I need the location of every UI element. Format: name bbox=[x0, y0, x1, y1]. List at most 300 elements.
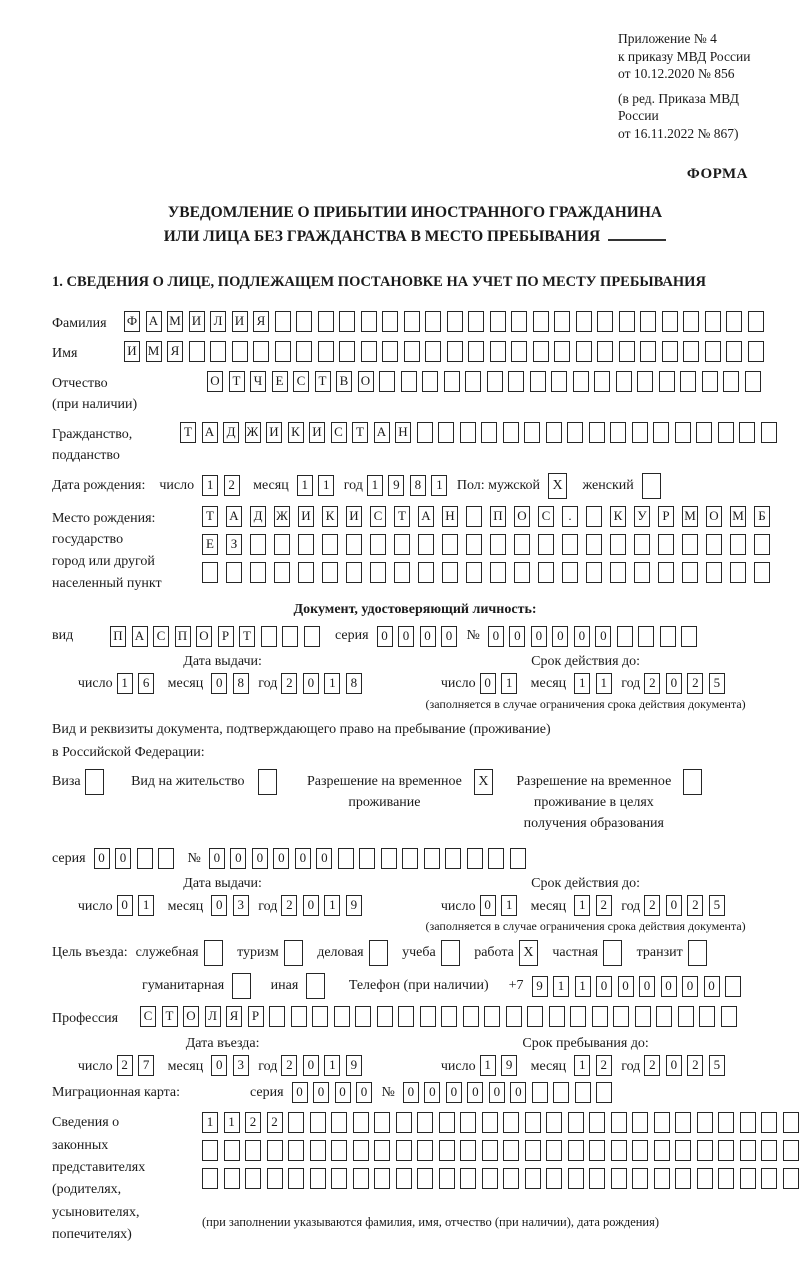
form-cell[interactable]: 0 bbox=[480, 673, 496, 694]
form-cell[interactable]: Л bbox=[210, 311, 226, 332]
form-cell[interactable] bbox=[377, 1006, 393, 1027]
form-cell[interactable] bbox=[527, 1006, 543, 1027]
form-cell[interactable] bbox=[253, 341, 269, 362]
form-cell[interactable] bbox=[589, 1168, 605, 1189]
form-cell[interactable] bbox=[381, 848, 397, 869]
form-cell[interactable] bbox=[382, 341, 398, 362]
form-cell[interactable]: 0 bbox=[403, 1082, 419, 1103]
form-cell[interactable]: И bbox=[346, 506, 362, 527]
form-cell[interactable]: Ф bbox=[124, 311, 140, 332]
form-cell[interactable]: Т bbox=[315, 371, 331, 392]
form-cell[interactable] bbox=[445, 848, 461, 869]
form-cell[interactable] bbox=[562, 534, 578, 555]
form-cell[interactable] bbox=[466, 534, 482, 555]
form-cell[interactable] bbox=[675, 1168, 691, 1189]
form-cell[interactable] bbox=[369, 940, 388, 966]
form-cell[interactable] bbox=[654, 1140, 670, 1161]
form-cell[interactable]: 1 bbox=[574, 1055, 590, 1076]
form-cell[interactable] bbox=[619, 311, 635, 332]
form-cell[interactable] bbox=[274, 562, 290, 583]
form-cell[interactable]: 5 bbox=[709, 673, 725, 694]
form-cell[interactable] bbox=[438, 422, 454, 443]
form-cell[interactable]: 0 bbox=[661, 976, 677, 997]
form-cell[interactable]: 0 bbox=[666, 1055, 682, 1076]
form-cell[interactable]: 2 bbox=[687, 673, 703, 694]
form-cell[interactable] bbox=[697, 1140, 713, 1161]
form-cell[interactable]: С bbox=[538, 506, 554, 527]
form-cell[interactable] bbox=[783, 1112, 799, 1133]
form-cell[interactable]: 0 bbox=[424, 1082, 440, 1103]
form-cell[interactable] bbox=[634, 562, 650, 583]
form-cell[interactable] bbox=[282, 626, 298, 647]
form-cell[interactable] bbox=[549, 1006, 565, 1027]
form-cell[interactable]: 1 bbox=[596, 673, 612, 694]
form-cell[interactable] bbox=[310, 1140, 326, 1161]
form-cell[interactable] bbox=[322, 534, 338, 555]
form-cell[interactable] bbox=[338, 848, 354, 869]
form-cell[interactable]: 1 bbox=[575, 976, 591, 997]
form-cell[interactable] bbox=[659, 371, 675, 392]
form-cell[interactable] bbox=[339, 341, 355, 362]
form-cell[interactable] bbox=[425, 341, 441, 362]
form-cell[interactable]: 9 bbox=[388, 475, 404, 496]
form-cell[interactable]: 0 bbox=[398, 626, 414, 647]
form-cell[interactable] bbox=[267, 1140, 283, 1161]
form-cell[interactable] bbox=[740, 1168, 756, 1189]
form-cell[interactable] bbox=[532, 1082, 548, 1103]
form-cell[interactable] bbox=[258, 769, 277, 795]
form-cell[interactable] bbox=[158, 848, 174, 869]
form-cell[interactable]: 2 bbox=[281, 895, 297, 916]
form-cell[interactable] bbox=[761, 1112, 777, 1133]
form-cell[interactable]: 0 bbox=[377, 626, 393, 647]
form-cell[interactable] bbox=[613, 1006, 629, 1027]
form-cell[interactable] bbox=[783, 1140, 799, 1161]
form-cell[interactable] bbox=[370, 562, 386, 583]
form-cell[interactable]: 8 bbox=[233, 673, 249, 694]
form-cell[interactable] bbox=[761, 1140, 777, 1161]
form-cell[interactable] bbox=[490, 562, 506, 583]
form-cell[interactable] bbox=[616, 371, 632, 392]
form-cell[interactable] bbox=[394, 562, 410, 583]
form-cell[interactable] bbox=[718, 422, 734, 443]
form-cell[interactable]: 3 bbox=[233, 895, 249, 916]
form-cell[interactable] bbox=[632, 422, 648, 443]
form-cell[interactable] bbox=[617, 626, 633, 647]
form-cell[interactable] bbox=[468, 341, 484, 362]
form-cell[interactable] bbox=[508, 371, 524, 392]
form-cell[interactable]: И bbox=[266, 422, 282, 443]
form-cell[interactable] bbox=[706, 534, 722, 555]
form-cell[interactable] bbox=[658, 534, 674, 555]
form-cell[interactable] bbox=[355, 1006, 371, 1027]
form-cell[interactable] bbox=[654, 1168, 670, 1189]
form-cell[interactable] bbox=[490, 341, 506, 362]
form-cell[interactable] bbox=[594, 371, 610, 392]
form-cell[interactable] bbox=[288, 1168, 304, 1189]
form-cell[interactable] bbox=[331, 1140, 347, 1161]
form-cell[interactable]: О bbox=[207, 371, 223, 392]
form-cell[interactable] bbox=[688, 940, 707, 966]
form-cell[interactable]: Л bbox=[205, 1006, 221, 1027]
form-cell[interactable] bbox=[538, 562, 554, 583]
form-cell[interactable] bbox=[568, 1112, 584, 1133]
form-cell[interactable] bbox=[224, 1140, 240, 1161]
form-cell[interactable]: 0 bbox=[489, 1082, 505, 1103]
form-cell[interactable]: 0 bbox=[666, 673, 682, 694]
form-cell[interactable] bbox=[567, 422, 583, 443]
form-cell[interactable] bbox=[484, 1006, 500, 1027]
form-cell[interactable]: Ж bbox=[274, 506, 290, 527]
form-cell[interactable] bbox=[754, 562, 770, 583]
form-cell[interactable]: М bbox=[730, 506, 746, 527]
form-cell[interactable] bbox=[525, 1140, 541, 1161]
form-cell[interactable]: 0 bbox=[552, 626, 568, 647]
form-cell[interactable] bbox=[530, 371, 546, 392]
form-cell[interactable]: 1 bbox=[431, 475, 447, 496]
form-cell[interactable]: 5 bbox=[709, 895, 725, 916]
form-cell[interactable]: Ж bbox=[245, 422, 261, 443]
form-cell[interactable] bbox=[702, 371, 718, 392]
form-cell[interactable] bbox=[261, 626, 277, 647]
form-cell[interactable]: А bbox=[374, 422, 390, 443]
form-cell[interactable] bbox=[250, 562, 266, 583]
form-cell[interactable]: 2 bbox=[687, 895, 703, 916]
form-cell[interactable] bbox=[640, 341, 656, 362]
form-cell[interactable] bbox=[346, 534, 362, 555]
form-cell[interactable] bbox=[739, 422, 755, 443]
form-cell[interactable]: 2 bbox=[644, 1055, 660, 1076]
form-cell[interactable] bbox=[525, 1168, 541, 1189]
form-cell[interactable] bbox=[745, 371, 761, 392]
form-cell[interactable] bbox=[740, 1140, 756, 1161]
form-cell[interactable] bbox=[382, 311, 398, 332]
form-cell[interactable]: 2 bbox=[267, 1112, 283, 1133]
form-cell[interactable] bbox=[576, 341, 592, 362]
form-cell[interactable]: 2 bbox=[245, 1112, 261, 1133]
form-cell[interactable]: X bbox=[519, 940, 538, 966]
form-cell[interactable]: С bbox=[370, 506, 386, 527]
form-cell[interactable] bbox=[394, 534, 410, 555]
form-cell[interactable] bbox=[204, 940, 223, 966]
form-cell[interactable]: 1 bbox=[367, 475, 383, 496]
form-cell[interactable]: 0 bbox=[510, 1082, 526, 1103]
form-cell[interactable] bbox=[481, 422, 497, 443]
form-cell[interactable]: 2 bbox=[644, 673, 660, 694]
form-cell[interactable]: Р bbox=[218, 626, 234, 647]
form-cell[interactable] bbox=[334, 1006, 350, 1027]
form-cell[interactable] bbox=[546, 422, 562, 443]
form-cell[interactable] bbox=[288, 1140, 304, 1161]
form-cell[interactable] bbox=[611, 1112, 627, 1133]
form-cell[interactable] bbox=[374, 1168, 390, 1189]
form-cell[interactable] bbox=[510, 848, 526, 869]
form-cell[interactable] bbox=[721, 1006, 737, 1027]
form-cell[interactable] bbox=[610, 562, 626, 583]
form-cell[interactable]: Р bbox=[658, 506, 674, 527]
form-cell[interactable]: 1 bbox=[202, 475, 218, 496]
form-cell[interactable]: И bbox=[232, 311, 248, 332]
form-cell[interactable] bbox=[546, 1168, 562, 1189]
form-cell[interactable] bbox=[346, 562, 362, 583]
form-cell[interactable]: Ч bbox=[250, 371, 266, 392]
form-cell[interactable] bbox=[418, 534, 434, 555]
form-cell[interactable] bbox=[463, 1006, 479, 1027]
form-cell[interactable]: 0 bbox=[230, 848, 246, 869]
form-cell[interactable] bbox=[740, 1112, 756, 1133]
form-cell[interactable]: 1 bbox=[297, 475, 313, 496]
form-cell[interactable] bbox=[417, 1140, 433, 1161]
form-cell[interactable] bbox=[425, 311, 441, 332]
form-cell[interactable] bbox=[447, 341, 463, 362]
form-cell[interactable] bbox=[374, 1140, 390, 1161]
form-cell[interactable]: 0 bbox=[531, 626, 547, 647]
form-cell[interactable] bbox=[441, 940, 460, 966]
form-cell[interactable]: . bbox=[562, 506, 578, 527]
form-cell[interactable]: 1 bbox=[324, 673, 340, 694]
form-cell[interactable] bbox=[298, 534, 314, 555]
form-cell[interactable]: И bbox=[124, 341, 140, 362]
form-cell[interactable] bbox=[245, 1168, 261, 1189]
form-cell[interactable]: 1 bbox=[318, 475, 334, 496]
form-cell[interactable]: Р bbox=[248, 1006, 264, 1027]
form-cell[interactable] bbox=[401, 371, 417, 392]
form-cell[interactable]: 1 bbox=[324, 1055, 340, 1076]
form-cell[interactable] bbox=[467, 848, 483, 869]
form-cell[interactable]: 0 bbox=[467, 1082, 483, 1103]
form-cell[interactable]: К bbox=[322, 506, 338, 527]
form-cell[interactable] bbox=[511, 341, 527, 362]
form-cell[interactable]: 0 bbox=[295, 848, 311, 869]
form-cell[interactable]: Т bbox=[229, 371, 245, 392]
form-cell[interactable] bbox=[783, 1168, 799, 1189]
form-cell[interactable]: Б bbox=[754, 506, 770, 527]
form-cell[interactable]: 1 bbox=[553, 976, 569, 997]
form-cell[interactable] bbox=[568, 1140, 584, 1161]
form-cell[interactable]: 0 bbox=[574, 626, 590, 647]
form-cell[interactable] bbox=[754, 534, 770, 555]
form-cell[interactable] bbox=[353, 1112, 369, 1133]
form-cell[interactable] bbox=[718, 1112, 734, 1133]
form-cell[interactable]: 0 bbox=[488, 626, 504, 647]
form-cell[interactable] bbox=[417, 422, 433, 443]
form-cell[interactable] bbox=[554, 311, 570, 332]
form-cell[interactable]: 9 bbox=[346, 1055, 362, 1076]
form-cell[interactable]: 0 bbox=[666, 895, 682, 916]
form-cell[interactable] bbox=[761, 1168, 777, 1189]
form-cell[interactable] bbox=[296, 311, 312, 332]
form-cell[interactable] bbox=[310, 1112, 326, 1133]
form-cell[interactable]: 2 bbox=[117, 1055, 133, 1076]
form-cell[interactable]: 5 bbox=[709, 1055, 725, 1076]
form-cell[interactable] bbox=[503, 1112, 519, 1133]
form-cell[interactable]: Я bbox=[253, 311, 269, 332]
form-cell[interactable]: 2 bbox=[687, 1055, 703, 1076]
form-cell[interactable] bbox=[490, 311, 506, 332]
form-cell[interactable]: 1 bbox=[202, 1112, 218, 1133]
form-cell[interactable]: Я bbox=[167, 341, 183, 362]
form-cell[interactable] bbox=[396, 1112, 412, 1133]
form-cell[interactable] bbox=[632, 1140, 648, 1161]
form-cell[interactable] bbox=[683, 769, 702, 795]
form-cell[interactable]: О bbox=[706, 506, 722, 527]
form-cell[interactable]: Т bbox=[162, 1006, 178, 1027]
form-cell[interactable] bbox=[404, 341, 420, 362]
form-cell[interactable] bbox=[524, 422, 540, 443]
form-cell[interactable] bbox=[726, 311, 742, 332]
form-cell[interactable] bbox=[269, 1006, 285, 1027]
form-cell[interactable]: 0 bbox=[509, 626, 525, 647]
form-cell[interactable] bbox=[296, 341, 312, 362]
form-cell[interactable] bbox=[562, 562, 578, 583]
form-cell[interactable]: О bbox=[514, 506, 530, 527]
form-cell[interactable] bbox=[503, 422, 519, 443]
form-cell[interactable] bbox=[675, 1140, 691, 1161]
form-cell[interactable] bbox=[202, 1140, 218, 1161]
form-cell[interactable] bbox=[232, 341, 248, 362]
form-cell[interactable]: И bbox=[309, 422, 325, 443]
form-cell[interactable]: 0 bbox=[335, 1082, 351, 1103]
form-cell[interactable] bbox=[632, 1168, 648, 1189]
form-cell[interactable] bbox=[637, 371, 653, 392]
form-cell[interactable]: М bbox=[682, 506, 698, 527]
form-cell[interactable] bbox=[589, 1140, 605, 1161]
form-cell[interactable] bbox=[611, 1168, 627, 1189]
form-cell[interactable]: Т bbox=[394, 506, 410, 527]
form-cell[interactable]: 7 bbox=[138, 1055, 154, 1076]
form-cell[interactable]: 0 bbox=[595, 626, 611, 647]
form-cell[interactable]: 8 bbox=[410, 475, 426, 496]
form-cell[interactable]: 2 bbox=[224, 475, 240, 496]
form-cell[interactable]: А bbox=[418, 506, 434, 527]
form-cell[interactable] bbox=[619, 341, 635, 362]
form-cell[interactable] bbox=[374, 1112, 390, 1133]
form-cell[interactable] bbox=[267, 1168, 283, 1189]
form-cell[interactable] bbox=[634, 534, 650, 555]
form-cell[interactable] bbox=[675, 422, 691, 443]
form-cell[interactable] bbox=[422, 371, 438, 392]
form-cell[interactable] bbox=[424, 848, 440, 869]
form-cell[interactable]: 9 bbox=[501, 1055, 517, 1076]
form-cell[interactable] bbox=[640, 311, 656, 332]
form-cell[interactable] bbox=[460, 1140, 476, 1161]
form-cell[interactable]: 0 bbox=[303, 895, 319, 916]
form-cell[interactable] bbox=[654, 1112, 670, 1133]
form-cell[interactable] bbox=[404, 311, 420, 332]
form-cell[interactable] bbox=[586, 562, 602, 583]
form-cell[interactable] bbox=[275, 311, 291, 332]
form-cell[interactable] bbox=[662, 311, 678, 332]
form-cell[interactable] bbox=[460, 422, 476, 443]
form-cell[interactable] bbox=[723, 371, 739, 392]
form-cell[interactable] bbox=[748, 311, 764, 332]
form-cell[interactable] bbox=[304, 626, 320, 647]
form-cell[interactable]: Я bbox=[226, 1006, 242, 1027]
form-cell[interactable]: 2 bbox=[644, 895, 660, 916]
form-cell[interactable]: Д bbox=[250, 506, 266, 527]
form-cell[interactable]: Т bbox=[239, 626, 255, 647]
form-cell[interactable] bbox=[359, 848, 375, 869]
form-cell[interactable]: 1 bbox=[138, 895, 154, 916]
form-cell[interactable]: Н bbox=[442, 506, 458, 527]
form-cell[interactable]: 2 bbox=[281, 673, 297, 694]
form-cell[interactable]: У bbox=[634, 506, 650, 527]
form-cell[interactable] bbox=[632, 1112, 648, 1133]
form-cell[interactable]: Е bbox=[202, 534, 218, 555]
form-cell[interactable] bbox=[586, 534, 602, 555]
form-cell[interactable] bbox=[748, 341, 764, 362]
form-cell[interactable] bbox=[506, 1006, 522, 1027]
form-cell[interactable]: С bbox=[331, 422, 347, 443]
form-cell[interactable] bbox=[503, 1168, 519, 1189]
form-cell[interactable] bbox=[699, 1006, 715, 1027]
form-cell[interactable] bbox=[680, 371, 696, 392]
form-cell[interactable]: 0 bbox=[94, 848, 110, 869]
form-cell[interactable] bbox=[482, 1112, 498, 1133]
form-cell[interactable] bbox=[610, 422, 626, 443]
form-cell[interactable]: С bbox=[153, 626, 169, 647]
form-cell[interactable]: 2 bbox=[596, 1055, 612, 1076]
form-cell[interactable] bbox=[466, 562, 482, 583]
form-cell[interactable]: 1 bbox=[501, 895, 517, 916]
form-cell[interactable] bbox=[568, 1168, 584, 1189]
form-cell[interactable]: 9 bbox=[346, 895, 362, 916]
form-cell[interactable]: М bbox=[167, 311, 183, 332]
form-cell[interactable]: И bbox=[298, 506, 314, 527]
form-cell[interactable] bbox=[444, 371, 460, 392]
form-cell[interactable] bbox=[361, 341, 377, 362]
form-cell[interactable] bbox=[546, 1112, 562, 1133]
form-cell[interactable] bbox=[284, 940, 303, 966]
form-cell[interactable] bbox=[660, 626, 676, 647]
form-cell[interactable] bbox=[603, 940, 622, 966]
form-cell[interactable]: X bbox=[474, 769, 493, 795]
form-cell[interactable] bbox=[730, 562, 746, 583]
form-cell[interactable]: 8 bbox=[346, 673, 362, 694]
form-cell[interactable] bbox=[696, 422, 712, 443]
form-cell[interactable] bbox=[465, 371, 481, 392]
form-cell[interactable] bbox=[596, 1082, 612, 1103]
form-cell[interactable]: А bbox=[202, 422, 218, 443]
form-cell[interactable] bbox=[705, 311, 721, 332]
form-cell[interactable] bbox=[683, 311, 699, 332]
form-cell[interactable] bbox=[331, 1112, 347, 1133]
form-cell[interactable] bbox=[137, 848, 153, 869]
form-cell[interactable]: 0 bbox=[211, 673, 227, 694]
form-cell[interactable] bbox=[592, 1006, 608, 1027]
form-cell[interactable]: 0 bbox=[356, 1082, 372, 1103]
form-cell[interactable]: И bbox=[189, 311, 205, 332]
form-cell[interactable] bbox=[726, 341, 742, 362]
form-cell[interactable]: О bbox=[358, 371, 374, 392]
form-cell[interactable]: 0 bbox=[115, 848, 131, 869]
form-cell[interactable] bbox=[718, 1140, 734, 1161]
form-cell[interactable]: 0 bbox=[211, 895, 227, 916]
form-cell[interactable] bbox=[318, 341, 334, 362]
form-cell[interactable]: 0 bbox=[316, 848, 332, 869]
form-cell[interactable]: Т bbox=[202, 506, 218, 527]
form-cell[interactable] bbox=[638, 626, 654, 647]
form-cell[interactable] bbox=[439, 1168, 455, 1189]
form-cell[interactable]: А bbox=[226, 506, 242, 527]
form-cell[interactable]: 0 bbox=[704, 976, 720, 997]
form-cell[interactable] bbox=[488, 848, 504, 869]
form-cell[interactable] bbox=[353, 1140, 369, 1161]
form-cell[interactable]: С bbox=[293, 371, 309, 392]
form-cell[interactable] bbox=[310, 1168, 326, 1189]
form-cell[interactable]: 0 bbox=[313, 1082, 329, 1103]
form-cell[interactable]: 3 bbox=[233, 1055, 249, 1076]
